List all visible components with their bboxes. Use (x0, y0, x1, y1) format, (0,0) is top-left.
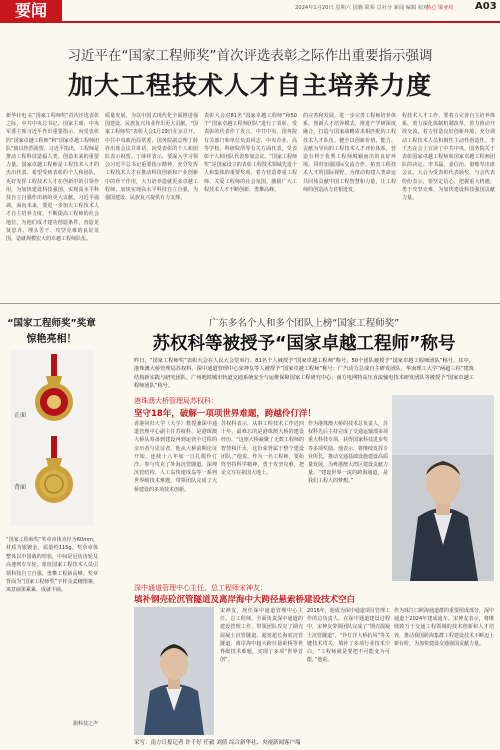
medal-illustration (24, 354, 84, 514)
profile1-title: 坚守18年，破解一项项世界难题，跨越伶仃洋！ (134, 409, 316, 419)
section-divider (0, 303, 500, 304)
section-subtitle: 广东多名个人和多个团队上榜“国家工程师奖” (208, 318, 400, 329)
profile2-column-1: 宋神友，现任深中通道管理中心主任、总工程师。全面负责深中通道的建设管理工作，带领团队攻克了钢壳混凝土沉管隧道、超宽超长海底沉管隧道、离岸海中超大跨径悬索桥等世界级技术难题，实现了多项“世界首创”。 (220, 608, 303, 664)
page-header (0, 0, 500, 22)
medal-caption: “国家工程师奖”奖章章体直径为60mm，材质为银镀金，质量约115g。奖章章体整体以中国载的形状，中间是冠状齿轮及高速列车车轮，象征国家工程技术人员引领科技自立自强，勇攀工程新高峰。奖章背面为“国家工程师奖”字样及麦穗图案，寓意硕果累累、成就丰硕。 (6, 537, 98, 594)
article-column-3: 表彰大会对81名“国家卓越工程师”和50个“国家卓越工程师团队”进行了表彰。受表彰的代表作了发言。中共中央、国务院有关部门和单位负责同志，中央企业、高等学校、科研院所等有关方面代表，受表彰个人和团队代表参加会议。“国家工程师奖”是国家设立的表彰工程技术领域先进个人和集体的重要奖项，着力营造尊重工程师、关爱工程师的社会氛围，激励广大工程技术人才不断创新、勇攀高峰。 (204, 113, 297, 193)
medal-title: “国家工程师奖”奖章 (7, 318, 96, 329)
profile2-photo (134, 607, 214, 735)
header-editor: 核心 梁亚纹 (426, 5, 454, 11)
section-intro: 昨日，“国家工程师奖”表彰大会在人民大会堂举行。81名个人被授予“国家卓越工程师”称号，50个团队被授予“国家卓越工程师团队”称号。其中，港珠澳大桥管理局苏权科、深中通道管理中心宋神友等人被授予“国家卓越工程师”称号；广汽动力总成自主研发团队、华南理工大学“两超三柱”建筑结构新实践与研究团队、广州地铁城市轨道交通系统安全与运维保障国家工程研究中心、南方电网特高压直流输电技术研发团队等被授予“国家卓越工程师团队”称号。 (134, 358, 474, 390)
medal-feature (0, 310, 103, 750)
profile2-column-2: 2016年，他成为深中通道项目管理工作的总负责人。在深中通道建设过程中，宋神友带领团队完成了“钢壳混凝土沉管隧道”、“伶仃洋大桥抗风”等关键技术攻关，填补了多项行业技术空白。“工程师就是要把不可能变为可能。”他说。 (307, 608, 390, 664)
profile1-column-3: 作为港珠澳大桥的技术总负责人，苏权科先后主持完成了交通运输部多项重大科技专项，获得国家科技进步奖等多项奖励。他表示，将继续发挥专业所长，推动交通基础设施建设高质量发展，为粤港澳大湾区建设贡献力量。“建设世界一流的跨海通道，是我们工程人的梦想。” (308, 421, 388, 485)
article-column-5: 程技术人才工作，要着力完善自主培养体系，着力深化体制机制改革，着力推动开放交流，着力营造良好创新环境，充分调动工程技术人员积极性主动性创造性。李干杰在会上宣读了中共中央、国务院关于表彰国家卓越工程师和国家卓越工程师团队的决定。李书磊、姜信治、谌贻琴出席会议。大会为受表彰代表颁奖，与会代表纷纷表示，要坚定信心，把握重大机遇，勇于攻坚克难，为加快建设科技强国贡献力量。 (402, 113, 495, 202)
byline: 采写：南方日报记者 许千好 任毅 刘倩 综合新华社、央视新闻客户端 (134, 740, 301, 746)
page-number: A03 (475, 1, 497, 12)
article-column-2: 质量发展，为以中国式现代化全面推进强国建设、民族复兴伟业作出更大贡献。“国家工程师奖”表彰大会1月19日在京召开。中共中央政治局常委、国务院副总理丁薛祥出席会议并讲话，向受表彰的个人和团队表示祝贺。丁薛祥表示，要深入学习领会习近平总书记重要指示精神，充分发挥工程技术人才在推动科技创新和产业创新中的骨干作用，大力培养造就更多卓越工程师，加快实现高水平科技自立自强，为强国建设、民族复兴提供有力支撑。 (105, 113, 198, 202)
medal-credit: 据科技之声 (72, 721, 98, 727)
header-meta: 2024年1月20日 星期六 国籍 联系 总社分 新闻 编辑 校对 (295, 5, 429, 11)
article-subtitle: 习近平在“国家工程师奖”首次评选表彰之际作出重要指示强调 (67, 48, 433, 64)
article-column-1: 新华社电 在“国家工程师奖”首次评选表彰之际，中共中央总书记、国家主席、中央军委主席习近平作出重要指示，向受表彰的“国家卓越工程师”和“国家卓越工程师团队”致以热烈祝贺。习近平指出，工程师是推动工程科技造福人类、创造未来的重要力量。国家卓越工程师是工程技术人才的杰出代表。希望受到表彰的个人和团队，更好发挥工程技术人才在创新中的引领作用，为加快建设科技强国、实现高水平科技自立自强作出新的更大贡献。习近平强调，面向未来，要进一步加大工程技术人才自主培养力度，不断提高工程师的社会地位，为他们成才建功创造条件，营造见贤思齐、埋头苦干、攻坚克难的良好氛围，造就规模宏大的卓越工程师队伍。 (6, 113, 99, 243)
header-rule (0, 21, 500, 23)
profile1-column-2: 苏权科表示，从事工程技术工作近四十年，最难忘的是港珠澳大桥的建设经历。“这座大桥凝聚了无数工程师的智慧和汗水，这份荣誉属于整个建设团队。”他说，作为一名工程师，要始终坚持科学精神，勇于攻坚克难，把论文写在祖国大地上。 (221, 421, 304, 477)
section-tab: 要闻 (0, 0, 62, 22)
profile1-label: 港珠澳大桥管理局苏权科： (134, 397, 218, 405)
profile2-label: 深中通道管理中心主任、总工程师宋神友： (134, 584, 267, 592)
profile2-column-3: 作为珠江口跨海通道群的重要组成部分，深中通道于2024年建成通车。宋神友表示，将继续致力于交通工程领域的技术创新和人才培养，推动我国跨海集群工程建设技术不断迈上新台阶，为加快建设交通强国贡献力量。 (394, 608, 494, 647)
profile2-title: 填补钢壳砼沉管隧道及离岸海中大跨径悬索桥建设技术空白 (134, 595, 356, 605)
article-title: 加大工程技术人才自主培养力度 (67, 71, 432, 100)
medal-title-line2: 惊艳亮相！ (26, 334, 77, 345)
profile1-photo (392, 395, 494, 581)
article-column-4: 的完善和发展。进一步完善工程师培养体系，创新人才培养模式，推进产学研深度融合，打造与国家战略需求相匹配的工程技术人才队伍。健全以创新价值、能力、贡献为导向的工程技术人才评价体系，营造有利于优秀工程师脱颖而出的良好环境。同时加强国际交流合作，拓宽工程技术人才的国际视野，为推动构建人类命运共同体贡献中国工程智慧和力量，让工程师的创造活力竞相迸发。 (303, 113, 396, 193)
medal-front-label: 正面 (14, 412, 27, 419)
medal-back-label: 背面 (14, 484, 27, 491)
profile1-column-1: 香港回归大学（大学）教授兼深中通道管理中心副主任苏权科，是港珠澳大桥从筹备到建设再到运营全过程的亲历者与见证者。他从大桥前期论证开始，连续十八年如一日扎根伶仃洋，参与攻克了外海沉管隧道、深埋沉管结构、人工岛快速成岛等一系列世界级技术难题，带领团队完成了大桥建设的多项技术创新。 (134, 421, 217, 493)
section-title: 苏权科等被授予“国家卓越工程师”称号 (152, 334, 456, 354)
article-body (6, 112, 494, 300)
